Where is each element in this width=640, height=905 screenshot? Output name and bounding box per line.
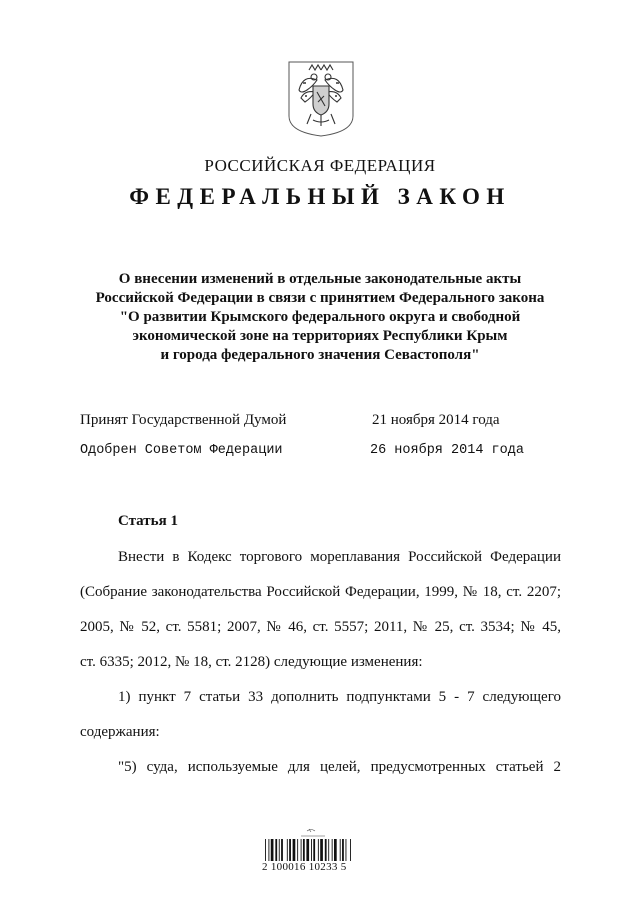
title-line: "О развитии Крымского федерального округа и свободной [119, 309, 521, 325]
article-heading: Статья 1 [118, 513, 178, 529]
title-line: экономической зоне на территориях Республики Крым [132, 328, 508, 344]
duma-adoption-date: 21 ноября 2014 года [372, 412, 500, 428]
title-line: О внесении изменений в отдельные законодательные акты [118, 271, 522, 287]
title-line: и города федерального значения Севастополя" [160, 347, 480, 363]
article-paragraph-line: содержания: [80, 724, 160, 740]
title-line: Российской Федерации в связи с принятием Федерального закона [95, 290, 545, 306]
article-paragraph-line: 1) пункт 7 статьи 33 дополнить подпунктами 5 - 7 следующего [118, 689, 561, 705]
barcode-number: 2 100016 10233 5 [262, 861, 347, 873]
article-paragraph-line: (Собрание законодательства Российской Федерации, 1999, № 18, ст. 2207; [80, 584, 561, 600]
article-paragraph-line: ст. 6335; 2012, № 18, ст. 2128) следующие изменения: [80, 654, 423, 670]
document-type-heading: ФЕДЕРАЛЬНЫЙ ЗАКОН [129, 184, 511, 209]
council-approval-label: Одобрен Советом Федерации [80, 443, 283, 458]
country-heading: РОССИЙСКАЯ ФЕДЕРАЦИЯ [204, 156, 436, 175]
article-paragraph-line: 2005, № 52, ст. 5581; 2007, № 46, ст. 5557; 2011, № 25, ст. 3534; № 45, [80, 619, 561, 635]
duma-adoption-label: Принят Государственной Думой [80, 412, 287, 428]
council-approval-date: 26 ноября 2014 года [370, 443, 524, 458]
article-paragraph-line: "5) суда, используемые для целей, предусмотренных статьей 2 [118, 759, 561, 775]
article-paragraph-line: Внести в Кодекс торгового мореплавания Российской Федерации [118, 549, 561, 565]
law-title [60, 270, 580, 365]
coat-of-arms-emblem [287, 60, 355, 138]
